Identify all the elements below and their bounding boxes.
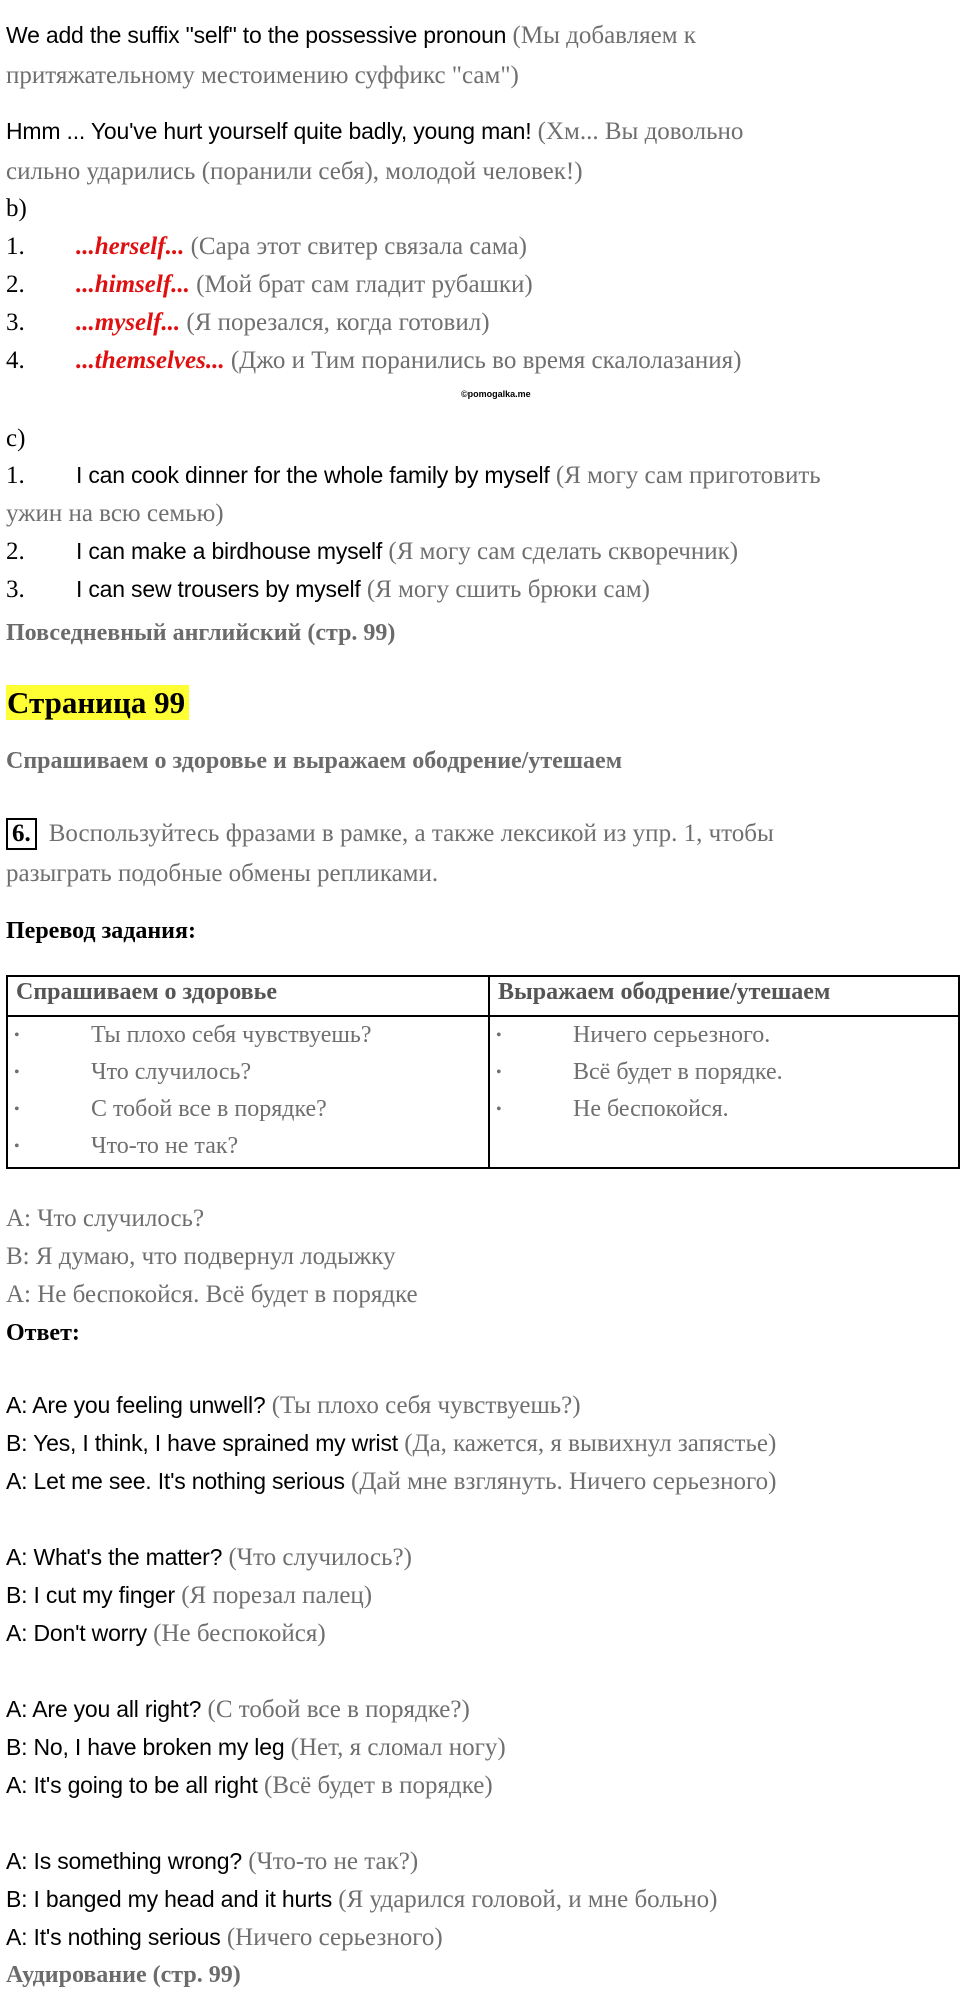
item-number: 3. xyxy=(6,576,25,603)
dialog-en: A: Don't worry xyxy=(6,1620,147,1646)
sentence-ru: (Я могу сшить брюки сам) xyxy=(360,576,651,603)
dialog-ru: (Всё будет в порядке) xyxy=(257,1772,493,1799)
table-header-encouraging: Выражаем ободрение/утешаем xyxy=(489,976,959,1016)
list-item xyxy=(490,1091,958,1128)
dialog-en: A: Are you all right? xyxy=(6,1696,202,1722)
bullet-icon: • xyxy=(496,1101,502,1118)
exercise-6 xyxy=(6,818,774,850)
hmm-sentence-en: Hmm ... You've hurt yourself quite badly, young man! xyxy=(6,118,532,144)
dialog-line xyxy=(6,1430,776,1458)
sample-dialog-line: В: Я думаю, что подвернул лодыжку xyxy=(6,1243,396,1270)
dialog-ru: (Что случилось?) xyxy=(222,1544,412,1571)
answer-translation: (Сара этот свитер связала сама) xyxy=(190,233,527,260)
dialog-en: A: It's going to be all right xyxy=(6,1772,258,1798)
exercise-number-box: 6. xyxy=(6,818,37,850)
page-heading-highlight: Страница 99 xyxy=(6,685,189,720)
sample-dialog-line: А: Что случилось? xyxy=(6,1205,205,1232)
dialog-ru: (Не беспокойся) xyxy=(146,1620,326,1647)
dialog-ru: (Да, кажется, я вывихнул запястье) xyxy=(397,1430,777,1457)
sentence-ru: (Я могу сам сделать скворечник) xyxy=(382,538,739,565)
bullet-icon: • xyxy=(14,1138,20,1155)
exercise-text-cont: разыграть подобные обмены репликами. xyxy=(6,860,439,887)
sentence-ru: (Я могу сам приготовить xyxy=(549,462,821,489)
dialog-en: B: I cut my finger xyxy=(6,1582,175,1608)
section-b-item xyxy=(6,271,533,299)
dialog-ru: (Дай мне взглянуть. Ничего серьезного) xyxy=(344,1468,777,1495)
bullet-icon: • xyxy=(496,1027,502,1044)
dialog-en: B: Yes, I think, I have sprained my wrist xyxy=(6,1430,398,1456)
item-number: 2. xyxy=(6,271,25,298)
dialog-line xyxy=(6,1468,777,1496)
section-b-label: b) xyxy=(6,195,27,222)
translation-heading: Перевод задания: xyxy=(6,918,196,944)
sentence-en: I can cook dinner for the whole family by myself xyxy=(76,462,550,488)
sentence-en: I can sew trousers by myself xyxy=(76,576,361,602)
dialog-ru: (Я ударился головой, и мне больно) xyxy=(332,1886,718,1913)
bullet-icon: • xyxy=(14,1064,20,1081)
phrase-text: Не беспокойся. xyxy=(573,1096,729,1122)
section-c-item xyxy=(6,462,821,490)
table-row xyxy=(7,1016,959,1168)
list-item xyxy=(490,1054,958,1091)
answer-word: ...himself... xyxy=(76,271,190,298)
answer-word: ...themselves... xyxy=(76,347,225,374)
table-header-row xyxy=(7,976,959,1016)
dialog-line xyxy=(6,1734,506,1762)
dialog-en: B: No, I have broken my leg xyxy=(6,1734,285,1760)
answer-translation: (Джо и Тим поранились во время скалолазания) xyxy=(230,347,742,374)
exercise-text: Воспользуйтесь фразами в рамке, а также лексикой из упр. 1, чтобы xyxy=(48,820,774,847)
phrase-text: Что-то не так? xyxy=(91,1133,239,1159)
sub-heading: Спрашиваем о здоровье и выражаем ободрение/утешаем xyxy=(6,748,623,774)
dialog-line xyxy=(6,1886,717,1914)
list-item xyxy=(8,1054,488,1091)
bullet-icon: • xyxy=(14,1027,20,1044)
hmm-sentence-line xyxy=(6,118,743,146)
dialog-line xyxy=(6,1544,412,1572)
item-number: 2. xyxy=(6,538,25,565)
suffix-explanation-line xyxy=(6,22,696,50)
list-item xyxy=(490,1017,958,1054)
answer-word: ...myself... xyxy=(76,309,181,336)
dialog-line xyxy=(6,1848,418,1876)
section-c-item xyxy=(6,576,650,604)
dialog-en: A: Is something wrong? xyxy=(6,1848,242,1874)
dialog-en: A: Are you feeling unwell? xyxy=(6,1392,266,1418)
dialog-ru: (Ты плохо себя чувствуешь?) xyxy=(265,1392,581,1419)
dialog-en: A: Let me see. It's nothing serious xyxy=(6,1468,345,1494)
dialog-ru: (Что-то не так?) xyxy=(241,1848,419,1875)
list-item xyxy=(8,1091,488,1128)
suffix-explanation-ru: (Мы добавляем к xyxy=(506,22,696,49)
dialog-line xyxy=(6,1582,372,1610)
answer-translation: (Я порезался, когда готовил) xyxy=(186,309,490,336)
bullet-icon: • xyxy=(496,1064,502,1081)
asking-phrases-cell xyxy=(7,1016,489,1168)
section-c-label: c) xyxy=(6,425,26,452)
everyday-english-heading: Повседневный английский (стр. 99) xyxy=(6,620,396,646)
item-number: 1. xyxy=(6,462,25,489)
phrase-text: С тобой все в порядке? xyxy=(91,1096,327,1122)
sentence-en: I can make a birdhouse myself xyxy=(76,538,383,564)
dialog-en: B: I banged my head and it hurts xyxy=(6,1886,333,1912)
dialog-line xyxy=(6,1772,493,1800)
phrase-text: Всё будет в порядке. xyxy=(573,1059,783,1085)
dialog-ru: (Ничего серьезного) xyxy=(220,1924,443,1951)
hmm-sentence-ru-cont: сильно ударились (поранили себя), молодой человек!) xyxy=(6,158,583,185)
hmm-sentence-ru: (Хм... Вы довольно xyxy=(531,118,744,145)
bullet-icon: • xyxy=(14,1101,20,1118)
dialog-ru: (Я порезал палец) xyxy=(174,1582,373,1609)
item-number: 3. xyxy=(6,309,25,336)
dialog-line xyxy=(6,1392,581,1420)
sentence-ru-cont: ужин на всю семью) xyxy=(6,500,224,527)
dialog-en: A: It's nothing serious xyxy=(6,1924,221,1950)
suffix-explanation-ru-cont: притяжательному местоимению суффикс "сам") xyxy=(6,62,519,89)
item-number: 4. xyxy=(6,347,25,374)
sample-dialog-line: А: Не беспокойся. Всё будет в порядке xyxy=(6,1281,418,1308)
item-number: 1. xyxy=(6,233,25,260)
section-b-item xyxy=(6,309,490,337)
section-b-item xyxy=(6,233,527,261)
suffix-explanation-en: We add the suffix "self" to the possessive pronoun xyxy=(6,22,507,48)
dialog-en: A: What's the matter? xyxy=(6,1544,223,1570)
dialog-line xyxy=(6,1696,470,1724)
phrase-text: Ничего серьезного. xyxy=(573,1022,771,1048)
table-header-asking: Спрашиваем о здоровье xyxy=(7,976,489,1016)
list-item xyxy=(8,1017,488,1054)
answer-heading: Ответ: xyxy=(6,1320,80,1346)
answer-translation: (Мой брат сам гладит рубашки) xyxy=(196,271,533,298)
phrases-table xyxy=(6,975,960,1169)
watermark: ©pomogalka.me xyxy=(461,389,531,399)
answer-word: ...herself... xyxy=(76,233,185,260)
section-c-item xyxy=(6,538,738,566)
section-b-item xyxy=(6,347,742,375)
encouraging-phrases-cell xyxy=(489,1016,959,1168)
page-heading xyxy=(6,685,189,721)
list-item xyxy=(8,1128,488,1165)
phrase-text: Что случилось? xyxy=(91,1059,252,1085)
listening-heading: Аудирование (стр. 99) xyxy=(6,1962,241,1988)
dialog-line xyxy=(6,1620,326,1648)
dialog-ru: (С тобой все в порядке?) xyxy=(201,1696,470,1723)
dialog-line xyxy=(6,1924,443,1952)
dialog-ru: (Нет, я сломал ногу) xyxy=(284,1734,506,1761)
phrase-text: Ты плохо себя чувствуешь? xyxy=(91,1022,372,1048)
